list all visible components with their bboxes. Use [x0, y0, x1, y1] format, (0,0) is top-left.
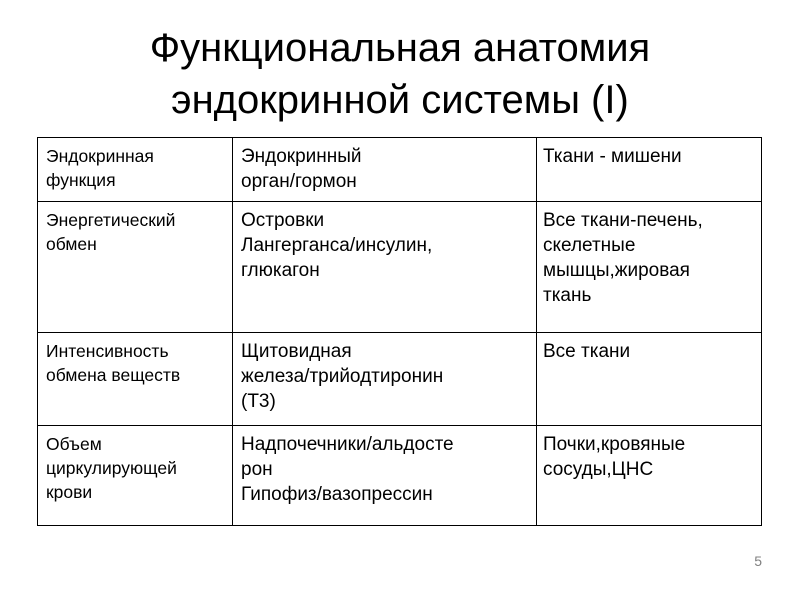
header-cell-function — [38, 138, 233, 202]
cell-target — [537, 426, 762, 526]
cell-line: глюкагон — [241, 260, 320, 281]
header-organ-line-1: Эндокринный — [241, 146, 362, 167]
cell-line: железа/трийодтиронин — [241, 366, 444, 387]
slide-title — [0, 22, 800, 126]
cell-line: мышцы,жировая — [543, 260, 690, 281]
cell-function — [38, 333, 233, 426]
cell-line: Энергетический — [46, 210, 176, 230]
cell-line: ткань — [543, 285, 592, 306]
cell-function — [38, 426, 233, 526]
cell-line: (Т3) — [241, 391, 276, 412]
table-header-row — [38, 138, 762, 202]
cell-line: Лангерганса/инсулин, — [241, 235, 433, 256]
header-organ-line-2: орган/гормон — [241, 171, 357, 192]
table-row — [38, 426, 762, 526]
cell-line: Все ткани-печень, — [543, 210, 703, 231]
cell-line: Гипофиз/вазопрессин — [241, 484, 433, 505]
table-row — [38, 202, 762, 333]
cell-line: Объем — [46, 434, 102, 454]
cell-line: циркулирующей — [46, 458, 177, 478]
cell-line: Все ткани — [543, 341, 631, 362]
cell-line: сосуды,ЦНС — [543, 459, 654, 480]
cell-target — [537, 333, 762, 426]
header-cell-organ — [233, 138, 537, 202]
cell-line: обмена веществ — [46, 365, 181, 385]
cell-line: крови — [46, 482, 93, 502]
cell-line: Почки,кровяные — [543, 434, 686, 455]
table-row — [38, 333, 762, 426]
slide-title-line-1: Функциональная анатомия — [149, 26, 651, 70]
cell-line: Островки — [241, 210, 325, 231]
cell-line: рон — [241, 459, 273, 480]
header-function-line-1: Эндокринная — [46, 146, 154, 166]
cell-line: Интенсивность — [46, 341, 169, 361]
cell-organ — [233, 333, 537, 426]
cell-line: обмен — [46, 234, 97, 254]
cell-organ — [233, 426, 537, 526]
endocrine-table — [37, 137, 762, 526]
page-number: 5 — [754, 553, 762, 569]
cell-organ — [233, 202, 537, 333]
slide-title-line-2: эндокринной системы (I) — [171, 78, 629, 122]
header-target-line-1: Ткани - мишени — [543, 146, 682, 167]
cell-target — [537, 202, 762, 333]
cell-line: Щитовидная — [241, 341, 352, 362]
header-function-line-2: функция — [46, 170, 116, 190]
header-cell-target — [537, 138, 762, 202]
cell-function — [38, 202, 233, 333]
cell-line: скелетные — [543, 235, 636, 256]
cell-line: Надпочечники/альдосте — [241, 434, 454, 455]
